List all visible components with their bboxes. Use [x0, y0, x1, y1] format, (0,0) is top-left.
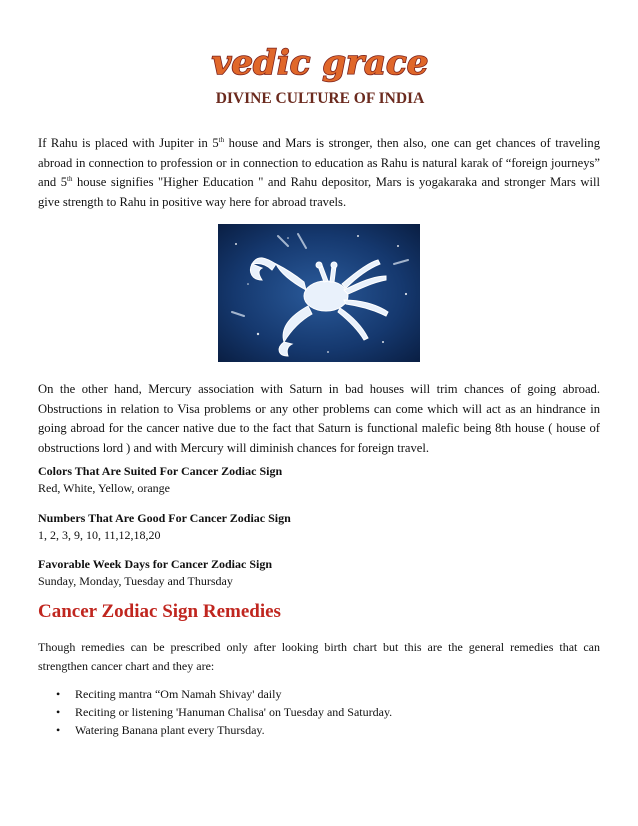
- vedic-grace-logo: [195, 40, 445, 110]
- week-days-heading: Favorable Week Days for Cancer Zodiac Sign: [38, 557, 272, 571]
- mercury-saturn-paragraph: On the other hand, Mercury association with Saturn in bad houses will trim chances of going abroad. Obstructions in relation to Visa problems or any other problems can come which will act as an hindrance in going abroad for the cancer native due to the fact that Saturn is functional malefic being 8th house ( house of obstructions lord ) and with Mercury will diminish chances for foreign travel.: [38, 382, 600, 455]
- list-item: • Reciting mantra “Om Namah Shivay' daily: [56, 687, 282, 701]
- remedies-intro: Though remedies can be prescribed only after looking birth chart but this are the general remedies that can strengthen cancer chart and they are:: [38, 640, 600, 673]
- colors-heading: Colors That Are Suited For Cancer Zodiac Sign: [38, 464, 283, 478]
- week-days-value: Sunday, Monday, Tuesday and Thursday: [38, 574, 233, 588]
- list-item: • Watering Banana plant every Thursday.: [56, 723, 265, 737]
- bullet-icon: •: [56, 705, 61, 719]
- week-days-block: [38, 556, 600, 590]
- logo-tagline: DIVINE CULTURE OF INDIA: [215, 90, 425, 107]
- numbers-heading: Numbers That Are Good For Cancer Zodiac Sign: [38, 511, 291, 525]
- cancer-crab-icon: [218, 224, 420, 362]
- remedies-title: Cancer Zodiac Sign Remedies: [38, 601, 281, 622]
- colors-value: Red, White, Yellow, orange: [38, 481, 170, 495]
- bullet-icon: •: [56, 687, 61, 701]
- list-item: • Reciting or listening 'Hanuman Chalisa' on Tuesday and Saturday.: [56, 705, 393, 719]
- numbers-value: 1, 2, 3, 9, 10, 11,12,18,20: [38, 528, 161, 542]
- remedies-list: [38, 685, 600, 739]
- bullet-icon: •: [56, 723, 61, 737]
- numbers-block: [38, 510, 600, 544]
- cancer-crab-image: [218, 224, 420, 362]
- rahu-jupiter-paragraph: If Rahu is placed with Jupiter in 5th house and Mars is stronger, then also, one can get chances of traveling abroad in connection to profession or in connection to education as Rahu is natural karak of “foreign journeys” and 5th house signifies "Higher Education " and Rahu depositor, Mars is yogakaraka and stronger Mars will give strength to Rahu in positive way here for abroad travels.: [38, 135, 600, 209]
- logo-title: vedic grace: [211, 43, 429, 83]
- colors-block: [38, 463, 600, 497]
